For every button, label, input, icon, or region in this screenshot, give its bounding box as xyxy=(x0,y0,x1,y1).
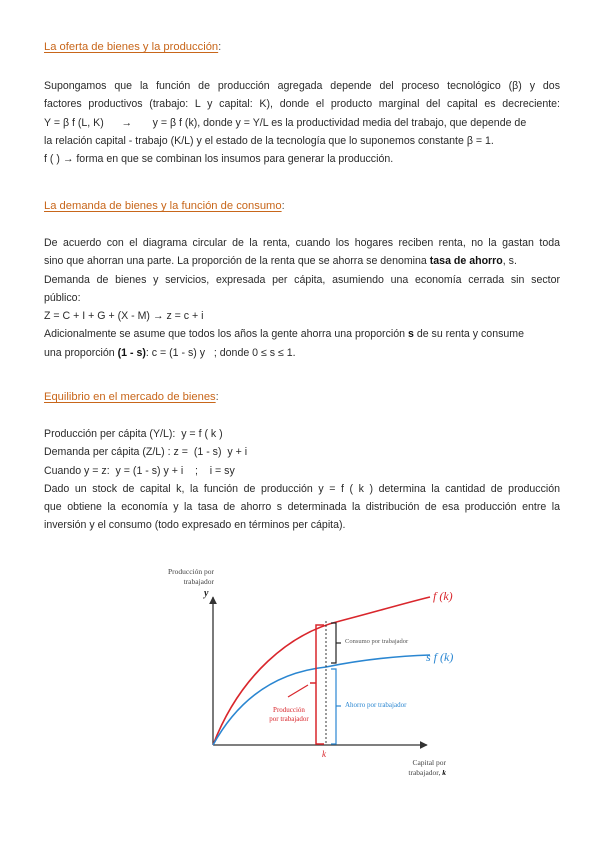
x-axis-label-line2: trabajador, xyxy=(408,768,441,777)
text-line: Supongamos que la función de producción agregada depende del proceso tecnológico (β) y dos xyxy=(44,80,560,92)
text-line: Demanda de bienes y servicios, expresada per cápita, asumiendo una economía cerrada sin sector xyxy=(44,273,560,286)
bold-term-1-s: (1 - s) xyxy=(117,346,146,359)
text-line xyxy=(44,344,560,362)
text-line: la relación capital - trabajo (K/L) y el estado de la tecnología que lo suponemos constante β = 1. xyxy=(44,134,494,147)
section-heading-oferta xyxy=(44,41,221,53)
text-line: que obtiene la economía y la tasa de ahorro s determinada la distribución de esa producción entre la xyxy=(44,501,560,514)
heading-colon: : xyxy=(281,200,285,212)
production-label-line2: por trabajador xyxy=(269,715,309,723)
heading-text: La oferta de bienes y la producción xyxy=(44,41,219,53)
text-span: : c = (1 - s) y ; donde 0 ≤ s ≤ 1. xyxy=(145,346,296,359)
production-bracket xyxy=(316,625,324,744)
text-span: una proporción xyxy=(44,346,118,359)
text-line: público: xyxy=(44,291,81,304)
consumption-label: Consumo por trabajador xyxy=(345,638,409,645)
text-span: , s. xyxy=(502,255,517,268)
heading-colon: : xyxy=(218,41,222,53)
text-line xyxy=(44,252,560,270)
heading-text: La demanda de bienes y la función de consumo xyxy=(44,200,282,212)
graph-svg xyxy=(150,555,470,780)
curve-sf-k xyxy=(213,655,430,745)
text-line: factores productivos (trabajo: L y capital: K), donde el producto marginal del capital es decreciente: xyxy=(44,98,560,111)
text-line: De acuerdo con el diagrama circular de la renta, cuando los hogares reciben renta, no la gastan toda xyxy=(44,237,560,249)
equation-line: Producción per cápita (Y/L): y = f ( k ) xyxy=(44,428,223,440)
bold-term-tasa-ahorro: tasa de ahorro xyxy=(429,255,503,268)
y-symbol: y xyxy=(204,588,209,599)
x-axis-label xyxy=(386,758,446,778)
paragraph-oferta xyxy=(44,77,560,168)
equation-line: Z = C + I + G + (X - M) → z = c + i xyxy=(44,310,204,323)
heading-colon: : xyxy=(215,391,219,403)
consumption-bracket xyxy=(331,623,336,663)
production-pointer xyxy=(288,685,308,697)
text-line: inversión y el consumo (todo expresado en términos per cápita). xyxy=(44,519,346,532)
equation-line: Cuando y = z: y = (1 - s) y + i ; i = sy xyxy=(44,464,235,477)
section-heading-equilibrio xyxy=(44,391,219,403)
text-span: Adicionalmente se asume que todos los años la gente ahorra una proporción xyxy=(44,328,408,341)
text-line: f ( ) → forma en que se combinan los insumos para generar la producción. xyxy=(44,153,394,166)
production-label-line1: Producción xyxy=(273,706,305,714)
text-line xyxy=(44,325,560,343)
equation-line: Demanda per cápita (Z/L) : z = (1 - s) y + i xyxy=(44,446,248,459)
text-span: de su renta y consume xyxy=(413,328,524,341)
x-axis-label-line1: Capital por xyxy=(412,758,446,767)
text-line: Dado un stock de capital k, la función de producción y = f ( k ) determina la cantidad de producción xyxy=(44,482,560,495)
curve-f-label: f (k) xyxy=(433,589,453,603)
text-line: Y = β f (L, K) → y = β f (k), donde y = Y/L es la productividad media del trabajo, que depende de xyxy=(44,116,527,129)
curve-sf-label: s f (k) xyxy=(426,650,454,664)
y-axis-label-line1: Producción por xyxy=(167,567,214,576)
production-label xyxy=(254,706,324,724)
heading-text: Equilibrio en el mercado de bienes xyxy=(44,391,216,403)
saving-label: Ahorro por trabajador xyxy=(345,701,407,709)
saving-bracket xyxy=(331,669,336,744)
bold-term-s: s xyxy=(407,328,414,341)
paragraph-demanda xyxy=(44,234,560,362)
section-heading-demanda xyxy=(44,200,285,212)
paragraph-equilibrio xyxy=(44,425,560,535)
y-axis-label xyxy=(156,567,214,587)
x-symbol: k xyxy=(442,768,446,777)
k-marker: k xyxy=(322,749,326,759)
text-span: sino que ahorran una parte. La proporción de la renta que se ahorra se denomina xyxy=(44,255,430,268)
solow-production-graph xyxy=(150,555,470,780)
y-axis-label-line2: trabajador xyxy=(183,577,214,586)
